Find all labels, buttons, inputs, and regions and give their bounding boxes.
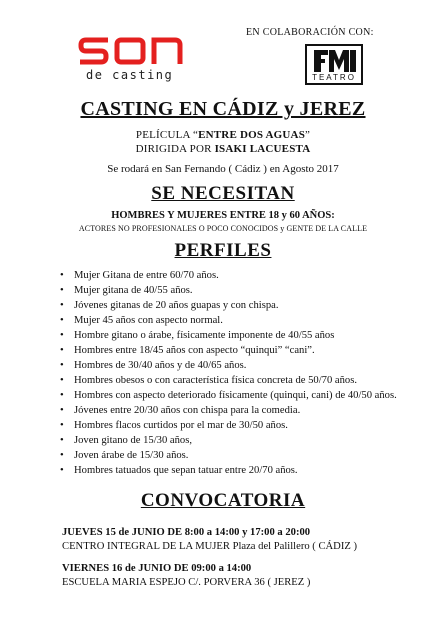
- bullet: •: [60, 300, 64, 311]
- list-item: [60, 328, 400, 343]
- bullet: •: [60, 435, 64, 446]
- session-date-2: VIERNES 16 de JUNIO DE 09:00 a 14:00: [62, 563, 252, 574]
- profile-text: Mujer Gitana de entre 60/70 años.: [74, 270, 219, 281]
- son-logo: [78, 36, 183, 66]
- list-item: [60, 373, 400, 388]
- bullet: •: [60, 420, 64, 431]
- profile-text: Hombre gitano o árabe, físicamente imponente de 40/55 años: [74, 330, 335, 341]
- bullet: •: [60, 375, 64, 386]
- bullet: •: [60, 450, 64, 461]
- profile-text: Jóvenes gitanas de 20 años guapas y con chispa.: [74, 300, 279, 311]
- profile-text: Mujer 45 años con aspecto normal.: [74, 315, 223, 326]
- bullet: •: [60, 390, 64, 401]
- list-item: [60, 403, 400, 418]
- page-title: CASTING EN CÁDIZ y JEREZ: [80, 98, 366, 120]
- film-name: ENTRE DOS AGUAS: [198, 129, 306, 141]
- film-suffix: ”: [305, 129, 311, 141]
- wanted-line: HOMBRES Y MUJERES ENTRE 18 y 60 AÑOS:: [111, 210, 335, 221]
- list-item: [60, 418, 400, 433]
- profiles-heading: PERFILES: [174, 240, 272, 261]
- bullet: •: [60, 330, 64, 341]
- partner-logo: [305, 44, 363, 85]
- list-item: [60, 268, 400, 283]
- profile-text: Hombres flacos curtidos por el mar de 30/50 años.: [74, 420, 288, 431]
- convocatoria-heading: CONVOCATORIA: [140, 490, 306, 511]
- collaboration-label: EN COLABORACIÓN CON:: [246, 27, 374, 38]
- profile-text: Hombres de 30/40 años y de 40/65 años.: [74, 360, 247, 371]
- shoot-info: Se rodará en San Fernando ( Cádiz ) en Agosto 2017: [107, 163, 339, 175]
- partner-logo-mark: [311, 48, 359, 74]
- session-place-1: CENTRO INTEGRAL DE LA MUJER Plaza del Palillero ( CÁDIZ ): [62, 541, 358, 552]
- list-item: [60, 463, 400, 478]
- profile-text: Hombres tatuados que sepan tatuar entre 20/70 años.: [74, 465, 298, 476]
- profile-text: Hombres obesos o con característica física concreta de 50/70 años.: [74, 375, 357, 386]
- profiles-list: [60, 268, 400, 478]
- bullet: •: [60, 405, 64, 416]
- session-date-1: JUEVES 15 de JUNIO DE 8:00 a 14:00 y 17:00 a 20:00: [62, 527, 311, 538]
- bullet: •: [60, 270, 64, 281]
- director-name: ISAKI LACUESTA: [214, 143, 311, 155]
- session-place-2: ESCUELA MARIA ESPEJO C/. PORVERA 36 ( JEREZ ): [62, 577, 311, 588]
- list-item: [60, 433, 400, 448]
- bullet: •: [60, 315, 64, 326]
- profile-text: Hombres con aspecto deteriorado físicamente (quinqui, cani) de 40/50 años.: [74, 390, 397, 401]
- profile-text: Joven árabe de 15/30 años.: [74, 450, 189, 461]
- director-prefix: DIRIGIDA POR: [135, 143, 215, 155]
- need-heading: SE NECESITAN: [151, 183, 295, 204]
- list-item: [60, 388, 400, 403]
- profile-text: Mujer gitana de 40/55 años.: [74, 285, 193, 296]
- list-item: [60, 358, 400, 373]
- list-item: [60, 283, 400, 298]
- director-line: [0, 143, 446, 155]
- bullet: •: [60, 360, 64, 371]
- film-line: [0, 129, 446, 141]
- film-prefix: PELÍCULA “: [135, 129, 199, 141]
- profile-text: Joven gitano de 15/30 años,: [74, 435, 192, 446]
- bullet: •: [60, 345, 64, 356]
- profile-text: Hombres entre 18/45 años con aspecto “quinqui” “cani”.: [74, 345, 315, 356]
- partner-logo-text: TEATRO: [312, 73, 356, 82]
- logo-subtitle: de casting: [86, 68, 174, 82]
- wanted-subline: ACTORES NO PROFESIONALES O POCO CONOCIDOS y GENTE DE LA CALLE: [78, 224, 368, 233]
- list-item: [60, 313, 400, 328]
- bullet: •: [60, 285, 64, 296]
- profile-text: Jóvenes entre 20/30 años con chispa para la comedia.: [74, 405, 301, 416]
- bullet: •: [60, 465, 64, 476]
- list-item: [60, 448, 400, 463]
- list-item: [60, 298, 400, 313]
- list-item: [60, 343, 400, 358]
